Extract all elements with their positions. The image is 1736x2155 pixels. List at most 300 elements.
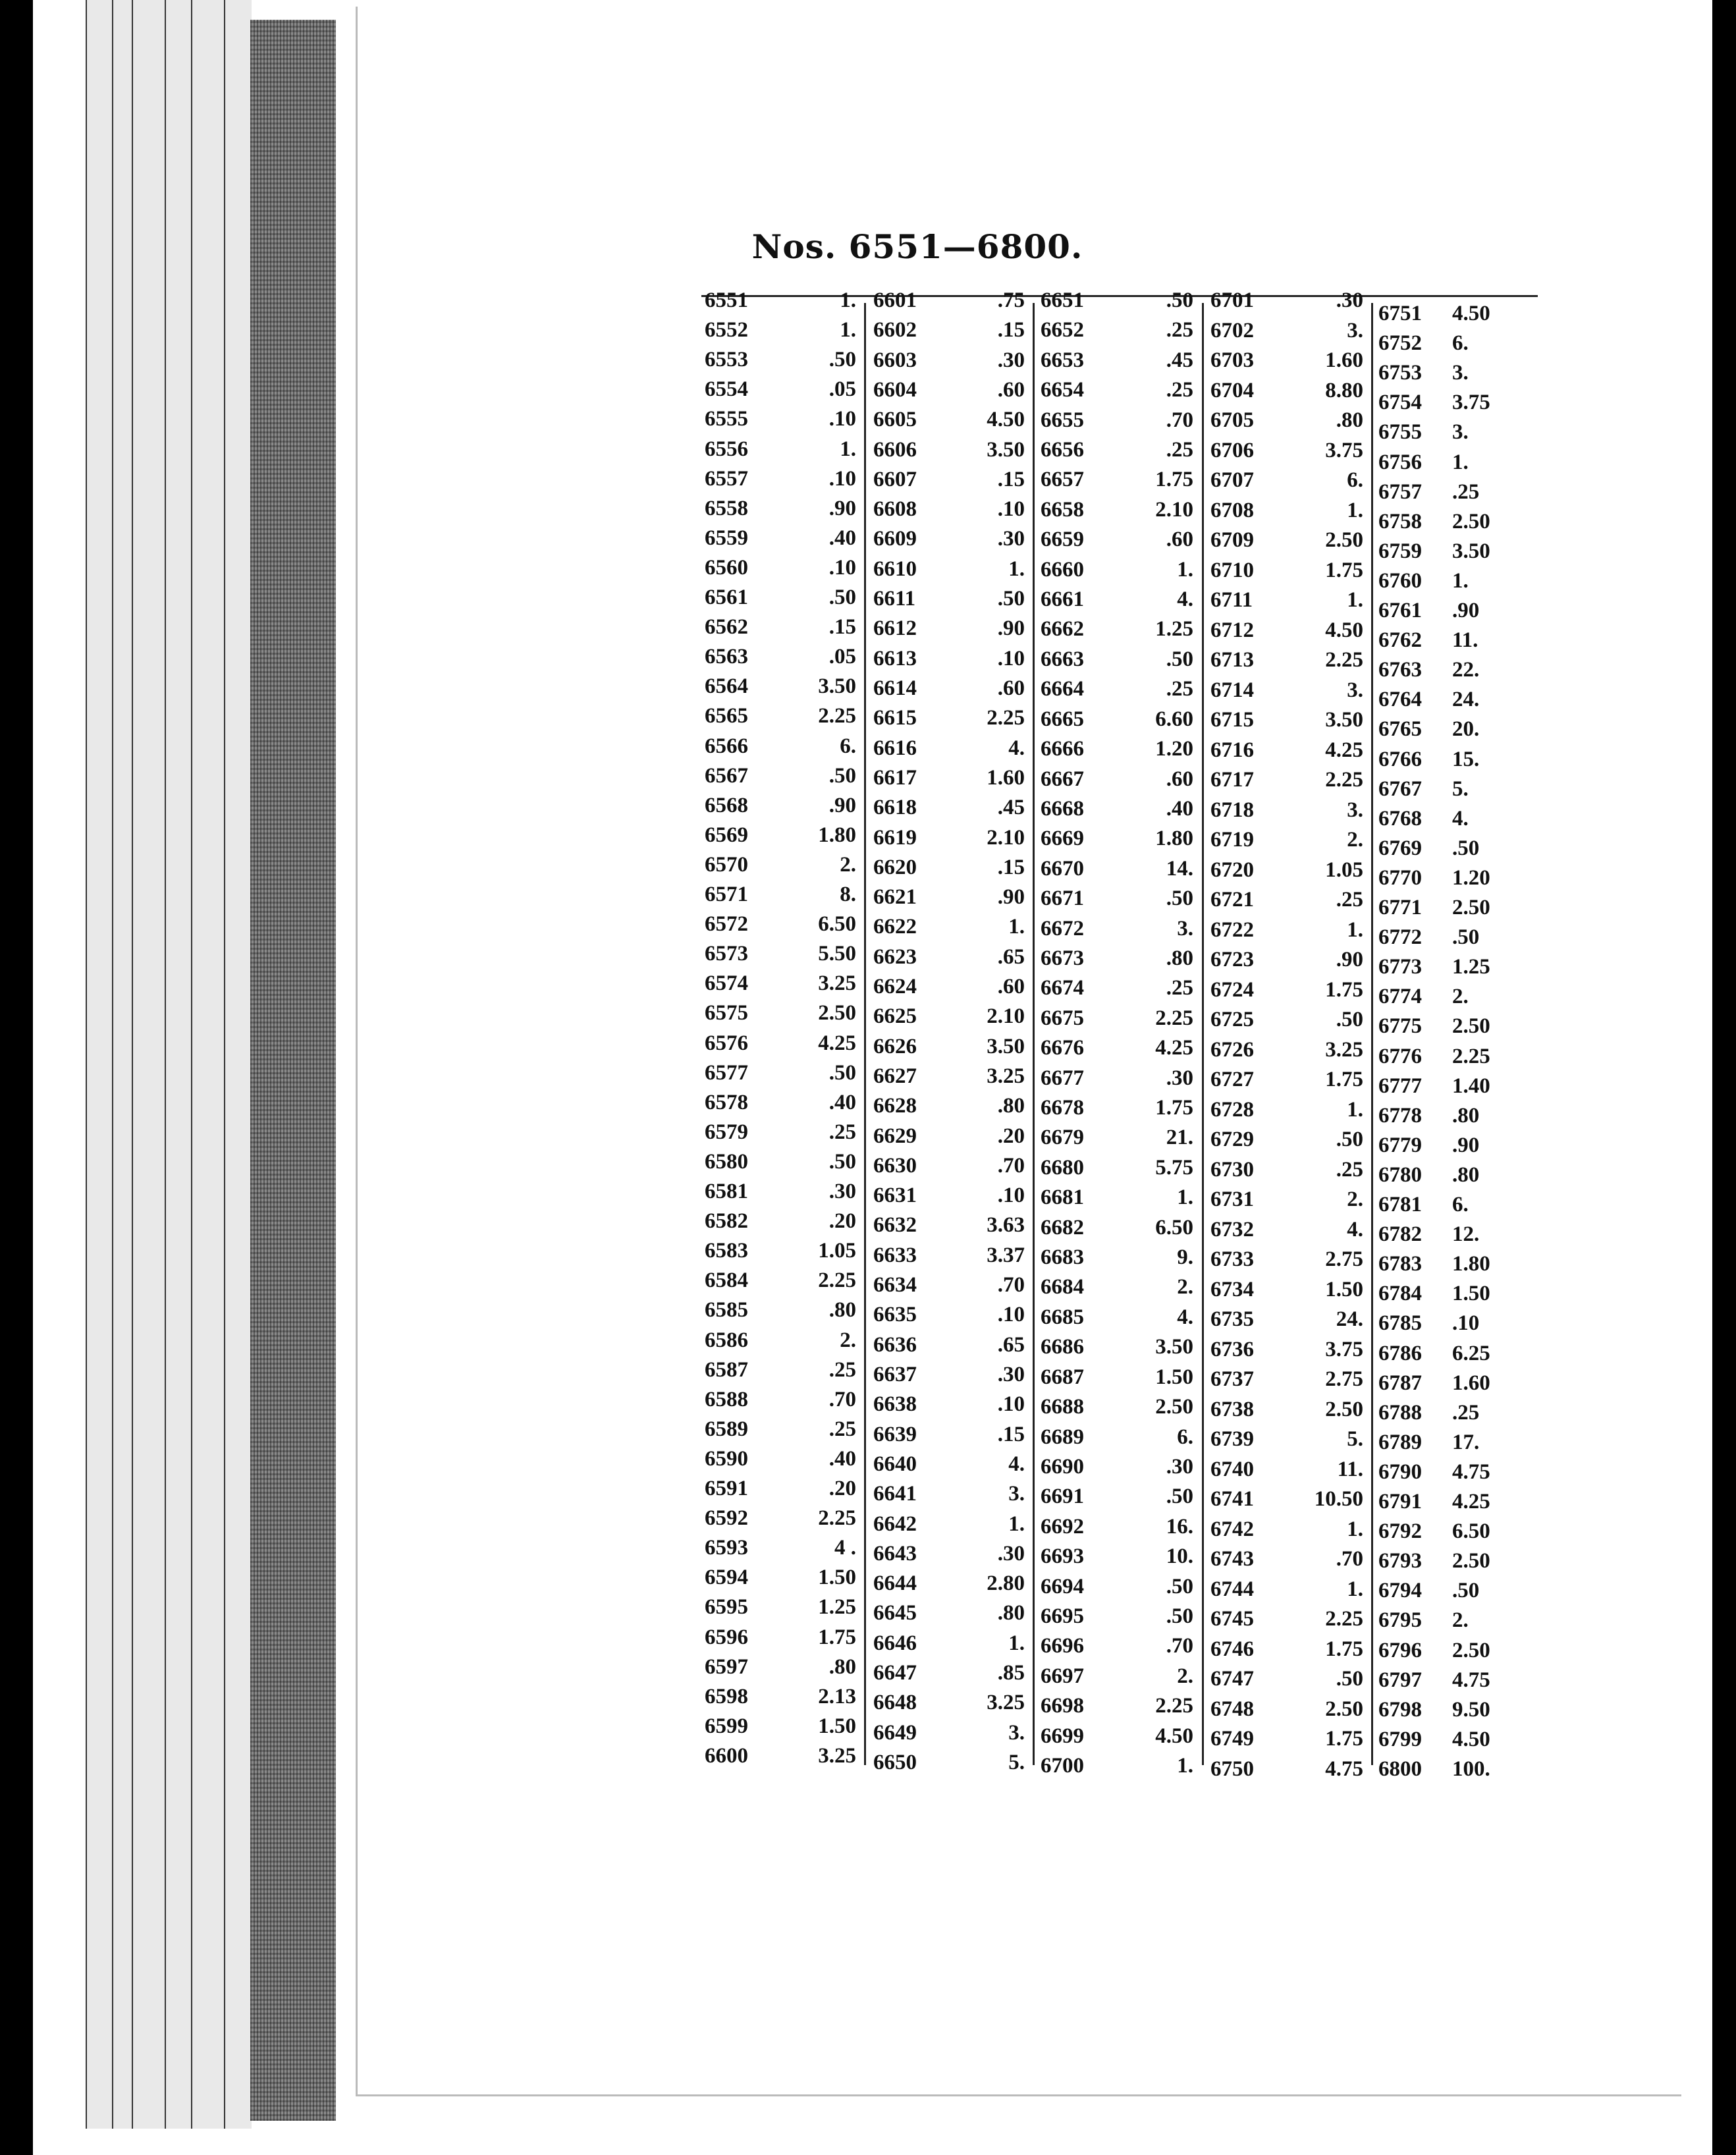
item-number: 6639 bbox=[873, 1422, 917, 1446]
item-price: 4.50 bbox=[1452, 302, 1490, 325]
item-price: 4.25 bbox=[818, 1031, 856, 1055]
item-price: 1.75 bbox=[1325, 977, 1363, 1002]
item-number: 6759 bbox=[1378, 539, 1422, 563]
item-number: 6722 bbox=[1210, 917, 1254, 942]
item-number: 6727 bbox=[1210, 1068, 1254, 1092]
item-number: 6596 bbox=[705, 1625, 748, 1649]
item-price: .30 bbox=[1336, 288, 1363, 312]
item-number: 6768 bbox=[1378, 806, 1422, 831]
item-price: 4.25 bbox=[1325, 738, 1363, 762]
item-number: 6588 bbox=[705, 1387, 748, 1411]
item-price: 1.50 bbox=[1325, 1277, 1363, 1301]
item-number: 6611 bbox=[873, 587, 916, 611]
item-price: 3.25 bbox=[987, 1064, 1025, 1088]
item-number: 6712 bbox=[1210, 618, 1254, 642]
item-number: 6788 bbox=[1378, 1400, 1422, 1425]
item-number: 6677 bbox=[1041, 1066, 1084, 1090]
item-number: 6627 bbox=[873, 1064, 917, 1088]
item-price: 4.25 bbox=[1452, 1490, 1490, 1514]
item-price: .60 bbox=[1166, 528, 1193, 552]
item-number: 6664 bbox=[1041, 677, 1084, 701]
item-price: 3.75 bbox=[1452, 391, 1490, 415]
item-price: 2.50 bbox=[1452, 896, 1490, 920]
item-number: 6751 bbox=[1378, 302, 1422, 325]
item-number: 6780 bbox=[1378, 1162, 1422, 1187]
item-price: .10 bbox=[828, 466, 856, 491]
item-price: 1.50 bbox=[818, 1566, 856, 1590]
item-price: 22. bbox=[1452, 658, 1480, 682]
item-number: 6776 bbox=[1378, 1044, 1422, 1068]
item-price: .10 bbox=[997, 646, 1025, 670]
item-price: .25 bbox=[1166, 438, 1193, 462]
item-number: 6715 bbox=[1210, 708, 1254, 732]
item-price: 1. bbox=[1008, 915, 1025, 939]
item-number: 6707 bbox=[1210, 468, 1254, 493]
item-number: 6663 bbox=[1041, 647, 1084, 671]
item-price: 1.60 bbox=[1452, 1371, 1490, 1395]
item-number: 6598 bbox=[705, 1684, 748, 1708]
item-number: 6572 bbox=[705, 912, 748, 937]
item-number: 6665 bbox=[1041, 707, 1084, 731]
item-price: 1. bbox=[1177, 1186, 1193, 1210]
item-number: 6738 bbox=[1210, 1397, 1254, 1421]
item-price: .25 bbox=[1166, 677, 1193, 701]
item-price: 1.75 bbox=[1325, 1727, 1363, 1751]
item-number: 6605 bbox=[873, 408, 917, 432]
item-number: 6783 bbox=[1378, 1252, 1422, 1276]
item-number: 6724 bbox=[1210, 977, 1254, 1002]
item-price: 1. bbox=[1347, 1097, 1363, 1122]
item-number: 6578 bbox=[705, 1090, 748, 1114]
item-number: 6742 bbox=[1210, 1517, 1254, 1541]
item-price: .50 bbox=[1166, 647, 1193, 671]
item-price: .50 bbox=[1166, 288, 1193, 312]
item-price: .25 bbox=[828, 1120, 856, 1144]
item-price: .20 bbox=[997, 1124, 1025, 1148]
item-price: .50 bbox=[997, 587, 1025, 611]
item-number: 6714 bbox=[1210, 678, 1254, 702]
item-price: .60 bbox=[997, 676, 1025, 700]
item-price: 3.63 bbox=[987, 1213, 1025, 1238]
item-price: 1.05 bbox=[818, 1239, 856, 1263]
item-number: 6735 bbox=[1210, 1307, 1254, 1332]
item-price: 1. bbox=[1008, 1512, 1025, 1536]
item-number: 6694 bbox=[1041, 1574, 1084, 1598]
item-price: 1. bbox=[1452, 450, 1469, 474]
item-number: 6555 bbox=[705, 407, 748, 431]
item-number: 6592 bbox=[705, 1506, 748, 1531]
item-price: .25 bbox=[1452, 479, 1480, 504]
item-price: 1. bbox=[1347, 1577, 1363, 1601]
item-price: .10 bbox=[828, 555, 856, 580]
item-number: 6723 bbox=[1210, 948, 1254, 972]
item-price: 3.37 bbox=[987, 1243, 1025, 1267]
item-number: 6630 bbox=[873, 1153, 917, 1178]
item-number: 6667 bbox=[1041, 767, 1084, 791]
item-number: 6695 bbox=[1041, 1604, 1084, 1628]
book-page-edges bbox=[33, 0, 336, 2155]
item-number: 6728 bbox=[1210, 1097, 1254, 1122]
item-number: 6633 bbox=[873, 1243, 917, 1267]
item-price: .25 bbox=[828, 1417, 856, 1441]
item-price: 2.25 bbox=[1325, 648, 1363, 672]
item-price: 4.75 bbox=[1325, 1757, 1363, 1781]
item-price: 2. bbox=[1177, 1664, 1193, 1688]
item-number: 6668 bbox=[1041, 796, 1084, 821]
item-number: 6652 bbox=[1041, 318, 1084, 342]
item-price: 3.25 bbox=[987, 1691, 1025, 1715]
item-number: 6595 bbox=[705, 1595, 748, 1620]
item-number: 6726 bbox=[1210, 1037, 1254, 1062]
item-price: 9.50 bbox=[1452, 1697, 1490, 1722]
item-number: 6574 bbox=[705, 971, 748, 996]
item-price: .50 bbox=[1166, 887, 1193, 911]
item-price: .40 bbox=[1166, 796, 1193, 821]
item-price: .25 bbox=[1166, 378, 1193, 402]
item-number: 6774 bbox=[1378, 985, 1422, 1009]
item-number: 6784 bbox=[1378, 1282, 1422, 1306]
item-number: 6666 bbox=[1041, 737, 1084, 761]
item-number: 6688 bbox=[1041, 1395, 1084, 1419]
item-price: 3.50 bbox=[987, 437, 1025, 462]
item-price: 3.25 bbox=[818, 971, 856, 996]
item-price: 1.50 bbox=[1452, 1282, 1490, 1306]
item-price: 1. bbox=[1347, 1517, 1363, 1541]
item-price: 3.50 bbox=[1325, 708, 1363, 732]
item-price: .25 bbox=[1166, 318, 1193, 342]
item-price: 15. bbox=[1452, 747, 1480, 771]
item-price: .45 bbox=[997, 796, 1025, 820]
item-price: 2.50 bbox=[818, 1001, 856, 1025]
item-number: 6569 bbox=[705, 823, 748, 847]
item-price: .10 bbox=[997, 497, 1025, 522]
item-number: 6790 bbox=[1378, 1459, 1422, 1484]
item-number: 6766 bbox=[1378, 747, 1422, 771]
item-price: 3.50 bbox=[1452, 539, 1490, 563]
item-price: 2.50 bbox=[1325, 528, 1363, 553]
speckled-page-edge bbox=[250, 20, 336, 2121]
item-price: .70 bbox=[997, 1153, 1025, 1178]
item-price: 1.25 bbox=[1155, 617, 1193, 641]
item-number: 6793 bbox=[1378, 1549, 1422, 1573]
item-number: 6702 bbox=[1210, 318, 1254, 342]
item-price: 1. bbox=[840, 288, 856, 312]
item-number: 6594 bbox=[705, 1566, 748, 1590]
item-price: 2.50 bbox=[1452, 1549, 1490, 1573]
item-price: .80 bbox=[1452, 1162, 1480, 1187]
item-price: .30 bbox=[1166, 1454, 1193, 1479]
item-price: .15 bbox=[997, 467, 1025, 491]
item-price: .15 bbox=[997, 855, 1025, 879]
item-price: .80 bbox=[828, 1654, 856, 1679]
item-number: 6713 bbox=[1210, 648, 1254, 672]
item-price: .90 bbox=[1452, 1133, 1480, 1157]
item-price: 4. bbox=[1008, 1452, 1025, 1476]
item-number: 6744 bbox=[1210, 1577, 1254, 1601]
item-number: 6672 bbox=[1041, 916, 1084, 941]
item-number: 6785 bbox=[1378, 1311, 1422, 1336]
item-price: .30 bbox=[997, 348, 1025, 372]
item-number: 6696 bbox=[1041, 1634, 1084, 1658]
item-number: 6590 bbox=[705, 1446, 748, 1471]
item-price: 2.25 bbox=[1325, 768, 1363, 792]
item-number: 6747 bbox=[1210, 1667, 1254, 1691]
item-price: .70 bbox=[1336, 1547, 1363, 1571]
item-number: 6729 bbox=[1210, 1128, 1254, 1152]
item-number: 6734 bbox=[1210, 1277, 1254, 1301]
item-price: 2. bbox=[1177, 1275, 1193, 1299]
item-price: 2. bbox=[1452, 1608, 1469, 1633]
item-number: 6591 bbox=[705, 1477, 748, 1501]
item-number: 6662 bbox=[1041, 617, 1084, 641]
item-price: 16. bbox=[1166, 1514, 1193, 1539]
item-price: .80 bbox=[1336, 408, 1363, 433]
item-price: 1.75 bbox=[1325, 1068, 1363, 1092]
item-number: 6575 bbox=[705, 1001, 748, 1025]
item-number: 6641 bbox=[873, 1482, 917, 1506]
item-number: 6798 bbox=[1378, 1697, 1422, 1722]
item-price: .90 bbox=[997, 616, 1025, 641]
item-number: 6796 bbox=[1378, 1638, 1422, 1662]
item-price: .50 bbox=[1166, 1604, 1193, 1628]
item-price: 5. bbox=[1347, 1427, 1363, 1452]
item-number: 6585 bbox=[705, 1298, 748, 1323]
item-number: 6771 bbox=[1378, 896, 1422, 920]
item-number: 6767 bbox=[1378, 777, 1422, 801]
item-number: 6657 bbox=[1041, 468, 1084, 492]
item-number: 6778 bbox=[1378, 1103, 1422, 1128]
item-price: 1.20 bbox=[1452, 865, 1490, 890]
item-number: 6655 bbox=[1041, 408, 1084, 432]
item-price: 3. bbox=[1452, 361, 1469, 385]
item-price: 2.50 bbox=[1325, 1697, 1363, 1721]
item-price: 2.50 bbox=[1452, 1014, 1490, 1039]
item-price: .40 bbox=[828, 526, 856, 550]
item-price: 3. bbox=[1347, 318, 1363, 342]
item-price: 2. bbox=[1347, 1187, 1363, 1212]
item-price: .50 bbox=[1336, 1128, 1363, 1152]
item-price: 6.50 bbox=[1155, 1215, 1193, 1240]
item-price: 4.50 bbox=[1325, 618, 1363, 642]
item-price: 9. bbox=[1177, 1245, 1193, 1270]
item-price: 2.25 bbox=[987, 706, 1025, 730]
item-number: 6648 bbox=[873, 1691, 917, 1715]
item-price: 1. bbox=[1008, 1631, 1025, 1655]
item-number: 6608 bbox=[873, 497, 917, 522]
item-number: 6631 bbox=[873, 1184, 917, 1208]
item-number: 6678 bbox=[1041, 1096, 1084, 1120]
item-number: 6755 bbox=[1378, 420, 1422, 445]
item-number: 6628 bbox=[873, 1094, 917, 1118]
item-price: 3.75 bbox=[1325, 1337, 1363, 1361]
item-number: 6582 bbox=[705, 1209, 748, 1234]
item-price: .25 bbox=[1166, 976, 1193, 1000]
item-number: 6649 bbox=[873, 1720, 917, 1745]
item-number: 6571 bbox=[705, 883, 748, 907]
item-price: .40 bbox=[828, 1090, 856, 1114]
item-price: 2.10 bbox=[987, 825, 1025, 850]
item-number: 6770 bbox=[1378, 865, 1422, 890]
item-number: 6711 bbox=[1210, 588, 1253, 613]
item-price: 1.25 bbox=[1452, 955, 1490, 979]
item-price: .65 bbox=[997, 944, 1025, 969]
item-price: 4. bbox=[1347, 1217, 1363, 1241]
item-number: 6564 bbox=[705, 674, 748, 699]
page-edge-strip bbox=[86, 0, 113, 2129]
item-price: .10 bbox=[1452, 1311, 1480, 1336]
item-number: 6553 bbox=[705, 348, 748, 372]
item-price: .25 bbox=[828, 1357, 856, 1382]
item-number: 6626 bbox=[873, 1034, 917, 1058]
item-number: 6645 bbox=[873, 1601, 917, 1625]
item-price: .10 bbox=[828, 407, 856, 431]
item-number: 6685 bbox=[1041, 1305, 1084, 1329]
item-number: 6765 bbox=[1378, 717, 1422, 742]
item-price: 20. bbox=[1452, 717, 1480, 742]
item-price: .60 bbox=[997, 975, 1025, 999]
item-price: .30 bbox=[828, 1180, 856, 1204]
page-edge-strip bbox=[132, 0, 166, 2129]
item-price: 3.50 bbox=[1155, 1335, 1193, 1359]
item-number: 6583 bbox=[705, 1239, 748, 1263]
item-number: 6600 bbox=[705, 1744, 748, 1768]
item-number: 6610 bbox=[873, 557, 917, 581]
column-separator bbox=[1033, 303, 1035, 1765]
item-number: 6719 bbox=[1210, 828, 1254, 852]
item-price: 2.50 bbox=[1155, 1395, 1193, 1419]
item-number: 6634 bbox=[873, 1273, 917, 1297]
item-price: .50 bbox=[1336, 1667, 1363, 1691]
item-number: 6579 bbox=[705, 1120, 748, 1144]
item-number: 6601 bbox=[873, 288, 917, 312]
item-number: 6612 bbox=[873, 616, 917, 641]
item-price: 1.50 bbox=[1155, 1365, 1193, 1389]
item-price: 2.10 bbox=[1155, 497, 1193, 522]
item-number: 6772 bbox=[1378, 925, 1422, 950]
item-number: 6647 bbox=[873, 1661, 917, 1685]
item-number: 6642 bbox=[873, 1512, 917, 1536]
item-number: 6758 bbox=[1378, 509, 1422, 533]
item-price: 6. bbox=[1452, 1193, 1469, 1217]
item-price: 2.25 bbox=[1155, 1006, 1193, 1030]
item-number: 6621 bbox=[873, 885, 917, 910]
item-price: .25 bbox=[1336, 1157, 1363, 1182]
item-number: 6679 bbox=[1041, 1126, 1084, 1150]
item-number: 6646 bbox=[873, 1631, 917, 1655]
item-number: 6623 bbox=[873, 944, 917, 969]
item-price: 3.50 bbox=[818, 674, 856, 699]
page-edge-strip bbox=[165, 0, 192, 2129]
item-number: 6716 bbox=[1210, 738, 1254, 762]
item-number: 6799 bbox=[1378, 1727, 1422, 1751]
item-number: 6673 bbox=[1041, 946, 1084, 970]
item-price: 6. bbox=[1347, 468, 1363, 493]
item-price: 1. bbox=[1347, 498, 1363, 522]
item-price: .90 bbox=[828, 793, 856, 817]
item-number: 6732 bbox=[1210, 1217, 1254, 1241]
item-price: 5.50 bbox=[818, 942, 856, 966]
item-number: 6565 bbox=[705, 704, 748, 728]
item-number: 6670 bbox=[1041, 856, 1084, 881]
item-price: .50 bbox=[828, 1060, 856, 1085]
item-price: .50 bbox=[1452, 836, 1480, 860]
page-edge-strip bbox=[191, 0, 225, 2129]
item-price: 1. bbox=[1347, 917, 1363, 942]
item-number: 6656 bbox=[1041, 438, 1084, 462]
item-number: 6763 bbox=[1378, 658, 1422, 682]
item-number: 6777 bbox=[1378, 1074, 1422, 1098]
item-number: 6593 bbox=[705, 1536, 748, 1560]
item-number: 6562 bbox=[705, 615, 748, 640]
item-number: 6622 bbox=[873, 915, 917, 939]
page-edge-strip bbox=[112, 0, 133, 2129]
item-price: 2.50 bbox=[1452, 509, 1490, 533]
item-number: 6789 bbox=[1378, 1430, 1422, 1454]
item-number: 6775 bbox=[1378, 1014, 1422, 1039]
column-separator bbox=[864, 303, 866, 1765]
item-number: 6554 bbox=[705, 377, 748, 402]
item-number: 6700 bbox=[1041, 1754, 1084, 1778]
item-number: 6681 bbox=[1041, 1186, 1084, 1210]
item-number: 6731 bbox=[1210, 1187, 1254, 1212]
item-number: 6748 bbox=[1210, 1697, 1254, 1721]
item-number: 6643 bbox=[873, 1541, 917, 1566]
item-number: 6684 bbox=[1041, 1275, 1084, 1299]
item-number: 6558 bbox=[705, 496, 748, 520]
item-number: 6779 bbox=[1378, 1133, 1422, 1157]
item-price: .30 bbox=[1166, 1066, 1193, 1090]
item-price: 3.75 bbox=[1325, 438, 1363, 462]
item-price: .50 bbox=[1452, 1579, 1480, 1603]
item-number: 6792 bbox=[1378, 1519, 1422, 1544]
item-price: 4.75 bbox=[1452, 1668, 1490, 1692]
item-number: 6584 bbox=[705, 1268, 748, 1293]
item-number: 6740 bbox=[1210, 1457, 1254, 1481]
item-number: 6718 bbox=[1210, 798, 1254, 822]
item-price: .90 bbox=[1336, 948, 1363, 972]
item-number: 6580 bbox=[705, 1149, 748, 1174]
item-number: 6635 bbox=[873, 1303, 917, 1327]
item-number: 6737 bbox=[1210, 1367, 1254, 1392]
item-price: 6. bbox=[1177, 1425, 1193, 1449]
item-price: .70 bbox=[997, 1273, 1025, 1297]
item-price: 4. bbox=[1008, 736, 1025, 760]
item-price: .20 bbox=[828, 1477, 856, 1501]
item-number: 6704 bbox=[1210, 378, 1254, 402]
item-price: 3. bbox=[1008, 1720, 1025, 1745]
item-price: 5. bbox=[1452, 777, 1469, 801]
item-price: .90 bbox=[1452, 599, 1480, 623]
item-price: .10 bbox=[997, 1303, 1025, 1327]
item-price: .60 bbox=[1166, 767, 1193, 791]
item-number: 6589 bbox=[705, 1417, 748, 1441]
item-number: 6567 bbox=[705, 763, 748, 788]
item-price: 1.75 bbox=[1325, 1637, 1363, 1661]
item-number: 6683 bbox=[1041, 1245, 1084, 1270]
item-price: 14. bbox=[1166, 856, 1193, 881]
item-price: 2.13 bbox=[818, 1684, 856, 1708]
item-price: 24. bbox=[1336, 1307, 1363, 1332]
item-price: 1. bbox=[1177, 557, 1193, 582]
item-number: 6701 bbox=[1210, 288, 1254, 312]
item-price: .70 bbox=[1166, 408, 1193, 432]
item-number: 6599 bbox=[705, 1714, 748, 1738]
item-number: 6743 bbox=[1210, 1547, 1254, 1571]
item-price: 4. bbox=[1177, 1305, 1193, 1329]
item-number: 6638 bbox=[873, 1392, 917, 1417]
item-number: 6581 bbox=[705, 1180, 748, 1204]
item-price: .15 bbox=[997, 318, 1025, 342]
